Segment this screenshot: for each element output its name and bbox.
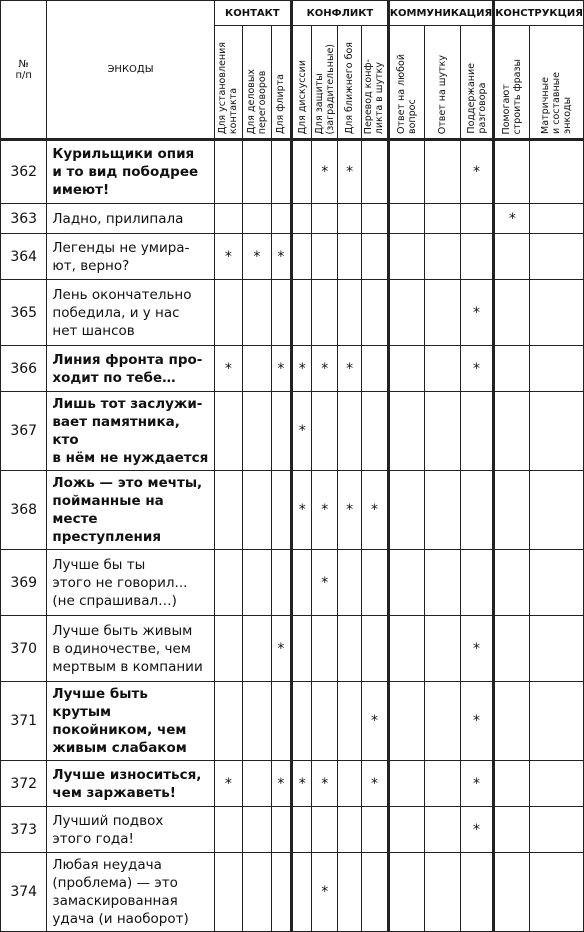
mark-empty <box>388 616 425 682</box>
mark-star: * <box>271 234 291 280</box>
mark-empty <box>494 471 530 550</box>
mark-empty <box>460 471 493 550</box>
mark-empty <box>362 550 389 616</box>
mark-empty <box>530 682 584 761</box>
mark-empty <box>214 616 243 682</box>
mark-empty <box>388 234 425 280</box>
mark-empty <box>338 280 362 346</box>
mark-empty <box>388 280 425 346</box>
mark-empty <box>388 761 425 807</box>
column-header <box>271 26 291 140</box>
mark-empty <box>292 853 312 932</box>
mark-empty <box>312 807 338 853</box>
column-header <box>338 26 362 140</box>
mark-star: * <box>312 761 338 807</box>
column-header-label: Помогают строить фразы <box>501 58 524 134</box>
enkod-text: Лень окончательно победила, и у нас нет шансов <box>47 280 214 346</box>
mark-star: * <box>243 234 272 280</box>
mark-empty <box>271 550 291 616</box>
mark-empty <box>214 682 243 761</box>
column-header-label: Для установления контакта <box>217 41 240 134</box>
mark-empty <box>460 853 493 932</box>
mark-empty <box>362 392 389 471</box>
group-kommunikatsiya: КОММУНИКАЦИЯ <box>388 1 493 26</box>
table-row <box>1 280 584 346</box>
mark-star: * <box>338 140 362 204</box>
mark-star: * <box>460 807 493 853</box>
mark-empty <box>243 204 272 234</box>
row-number: 373 <box>1 807 47 853</box>
table-row <box>1 550 584 616</box>
table-row <box>1 761 584 807</box>
mark-empty <box>388 807 425 853</box>
mark-empty <box>292 280 312 346</box>
mark-star: * <box>362 471 389 550</box>
mark-empty <box>494 346 530 392</box>
mark-empty <box>530 616 584 682</box>
mark-empty <box>312 204 338 234</box>
mark-empty <box>388 471 425 550</box>
column-header <box>425 26 460 140</box>
row-number: 371 <box>1 682 47 761</box>
mark-empty <box>271 471 291 550</box>
table-row <box>1 807 584 853</box>
mark-empty <box>494 392 530 471</box>
mark-empty <box>243 761 272 807</box>
table-row <box>1 140 584 204</box>
mark-empty <box>338 616 362 682</box>
mark-empty <box>214 140 243 204</box>
column-header-label: Перевод конф- ликта в шутку <box>363 58 386 134</box>
mark-empty <box>312 616 338 682</box>
mark-empty <box>292 807 312 853</box>
enkod-text: Любая неудача (проблема) — это замаскированная удача (и наоборот) <box>47 853 214 932</box>
num-header: № п/п <box>1 1 47 140</box>
mark-star: * <box>362 761 389 807</box>
mark-empty <box>388 853 425 932</box>
mark-empty <box>243 616 272 682</box>
mark-empty <box>362 346 389 392</box>
enkod-text: Лишь тот заслужи- вает памятника, кто в нём не нуждается <box>47 392 214 471</box>
column-header-label: Ответ на любой вопрос <box>396 54 419 134</box>
table-row <box>1 392 584 471</box>
column-header-label: Для защиты (заградительные) <box>313 43 336 134</box>
mark-empty <box>530 234 584 280</box>
mark-empty <box>425 204 460 234</box>
column-header-label: Для деловых переговоров <box>245 68 268 134</box>
mark-star: * <box>214 346 243 392</box>
mark-empty <box>338 761 362 807</box>
mark-star: * <box>460 761 493 807</box>
mark-empty <box>530 204 584 234</box>
mark-empty <box>494 616 530 682</box>
mark-empty <box>460 392 493 471</box>
mark-empty <box>214 280 243 346</box>
row-number: 364 <box>1 234 47 280</box>
mark-empty <box>530 280 584 346</box>
mark-empty <box>530 853 584 932</box>
mark-empty <box>292 140 312 204</box>
mark-empty <box>338 234 362 280</box>
row-number: 366 <box>1 346 47 392</box>
mark-empty <box>425 471 460 550</box>
row-number: 372 <box>1 761 47 807</box>
table-row <box>1 471 584 550</box>
enkod-text: Лучше износиться, чем заржаветь! <box>47 761 214 807</box>
mark-empty <box>214 853 243 932</box>
mark-empty <box>214 807 243 853</box>
mark-empty <box>530 346 584 392</box>
mark-empty <box>388 346 425 392</box>
mark-star: * <box>271 761 291 807</box>
column-header-label: Ответ на шутку <box>437 54 449 134</box>
mark-star: * <box>460 280 493 346</box>
mark-empty <box>425 853 460 932</box>
table-row <box>1 234 584 280</box>
mark-empty <box>312 392 338 471</box>
enkod-text: Ладно, прилипала <box>47 204 214 234</box>
mark-empty <box>494 682 530 761</box>
mark-star: * <box>312 550 338 616</box>
mark-empty <box>214 550 243 616</box>
mark-empty <box>338 807 362 853</box>
mark-star: * <box>312 853 338 932</box>
column-header <box>362 26 389 140</box>
mark-star: * <box>460 682 493 761</box>
mark-empty <box>494 853 530 932</box>
enkod-text: Линия фронта про- ходит по тебе… <box>47 346 214 392</box>
table-header <box>1 1 584 140</box>
mark-empty <box>312 682 338 761</box>
enkod-text: Легенды не умира- ют, верно? <box>47 234 214 280</box>
mark-empty <box>388 392 425 471</box>
mark-empty <box>292 682 312 761</box>
mark-empty <box>425 234 460 280</box>
column-header-label: Матричные и составные энкоды <box>540 72 574 134</box>
mark-empty <box>362 234 389 280</box>
mark-empty <box>271 204 291 234</box>
column-header <box>388 26 425 140</box>
mark-star: * <box>271 346 291 392</box>
mark-empty <box>530 807 584 853</box>
row-number: 369 <box>1 550 47 616</box>
table-row <box>1 616 584 682</box>
column-header-label: Для флирта <box>275 74 287 134</box>
row-number: 374 <box>1 853 47 932</box>
enkod-text: Курильщики опия и то вид пободрее имеют! <box>47 140 214 204</box>
table-row <box>1 853 584 932</box>
mark-empty <box>425 550 460 616</box>
mark-empty <box>425 280 460 346</box>
mark-empty <box>362 204 389 234</box>
mark-empty <box>338 853 362 932</box>
mark-star: * <box>312 140 338 204</box>
mark-empty <box>530 392 584 471</box>
mark-empty <box>425 807 460 853</box>
mark-empty <box>425 392 460 471</box>
mark-empty <box>243 346 272 392</box>
group-konstruktsiya: КОНСТРУКЦИЯ <box>494 1 584 26</box>
mark-empty <box>388 140 425 204</box>
mark-empty <box>312 280 338 346</box>
mark-star: * <box>292 761 312 807</box>
mark-empty <box>425 140 460 204</box>
column-header-label: Поддержание разговора <box>465 63 488 134</box>
mark-empty <box>388 682 425 761</box>
mark-empty <box>460 234 493 280</box>
mark-empty <box>243 140 272 204</box>
mark-empty <box>243 682 272 761</box>
mark-empty <box>338 682 362 761</box>
mark-empty <box>292 204 312 234</box>
mark-empty <box>243 807 272 853</box>
mark-star: * <box>338 471 362 550</box>
mark-empty <box>362 616 389 682</box>
mark-empty <box>425 761 460 807</box>
row-number: 363 <box>1 204 47 234</box>
table-row <box>1 682 584 761</box>
row-number: 365 <box>1 280 47 346</box>
row-number: 370 <box>1 616 47 682</box>
mark-star: * <box>271 616 291 682</box>
mark-empty <box>243 280 272 346</box>
group-konflikt: КОНФЛИКТ <box>292 1 389 26</box>
table-row <box>1 346 584 392</box>
mark-empty <box>338 392 362 471</box>
column-header <box>460 26 493 140</box>
mark-empty <box>362 807 389 853</box>
mark-empty <box>214 392 243 471</box>
mark-empty <box>425 616 460 682</box>
mark-empty <box>271 392 291 471</box>
mark-empty <box>243 471 272 550</box>
mark-empty <box>530 140 584 204</box>
mark-empty <box>494 280 530 346</box>
mark-star: * <box>312 471 338 550</box>
mark-empty <box>388 204 425 234</box>
column-header <box>292 26 312 140</box>
mark-empty <box>362 853 389 932</box>
mark-empty <box>388 550 425 616</box>
enkod-text: Лучший подвох этого года! <box>47 807 214 853</box>
mark-empty <box>362 280 389 346</box>
mark-empty <box>425 682 460 761</box>
mark-empty <box>494 807 530 853</box>
column-header <box>312 26 338 140</box>
mark-star: * <box>338 346 362 392</box>
enkod-text: Лучше быть живым в одиночестве, чем мертвым в компании <box>47 616 214 682</box>
mark-empty <box>460 204 493 234</box>
mark-star: * <box>214 234 243 280</box>
mark-empty <box>292 616 312 682</box>
mark-star: * <box>494 204 530 234</box>
enkod-text: Ложь — это мечты, пойманные на месте преступления <box>47 471 214 550</box>
mark-empty <box>338 550 362 616</box>
column-header-label: Для дискуссии <box>296 59 308 134</box>
mark-empty <box>243 550 272 616</box>
column-header <box>214 26 243 140</box>
column-header <box>494 26 530 140</box>
mark-empty <box>243 853 272 932</box>
table-row <box>1 204 584 234</box>
mark-empty <box>460 550 493 616</box>
row-number: 367 <box>1 392 47 471</box>
mark-empty <box>271 280 291 346</box>
mark-star: * <box>460 346 493 392</box>
group-kontakt: КОНТАКТ <box>214 1 291 26</box>
table-body <box>1 140 584 932</box>
mark-empty <box>214 204 243 234</box>
mark-empty <box>530 761 584 807</box>
mark-empty <box>362 140 389 204</box>
mark-empty <box>271 853 291 932</box>
mark-empty <box>530 550 584 616</box>
mark-empty <box>338 204 362 234</box>
column-header-label: Для ближнего боя <box>344 41 356 134</box>
row-number: 368 <box>1 471 47 550</box>
mark-empty <box>530 471 584 550</box>
mark-star: * <box>214 761 243 807</box>
row-number: 362 <box>1 140 47 204</box>
mark-star: * <box>292 392 312 471</box>
enkod-text: Лучше быть крутым покойником, чем живым слабаком <box>47 682 214 761</box>
mark-star: * <box>362 682 389 761</box>
mark-star: * <box>460 140 493 204</box>
mark-empty <box>425 346 460 392</box>
column-header <box>530 26 584 140</box>
name-header: ЭНКОДЫ <box>47 1 214 140</box>
mark-empty <box>494 234 530 280</box>
mark-empty <box>494 550 530 616</box>
mark-empty <box>243 392 272 471</box>
mark-empty <box>494 761 530 807</box>
mark-empty <box>271 807 291 853</box>
mark-star: * <box>460 616 493 682</box>
mark-empty <box>292 550 312 616</box>
enkod-text: Лучше бы ты этого не говорил... (не спрашивал…) <box>47 550 214 616</box>
mark-empty <box>214 471 243 550</box>
mark-empty <box>271 682 291 761</box>
mark-empty <box>292 234 312 280</box>
column-header <box>243 26 272 140</box>
mark-star: * <box>292 346 312 392</box>
mark-star: * <box>312 346 338 392</box>
mark-empty <box>494 140 530 204</box>
mark-empty <box>312 234 338 280</box>
mark-star: * <box>292 471 312 550</box>
mark-empty <box>271 140 291 204</box>
